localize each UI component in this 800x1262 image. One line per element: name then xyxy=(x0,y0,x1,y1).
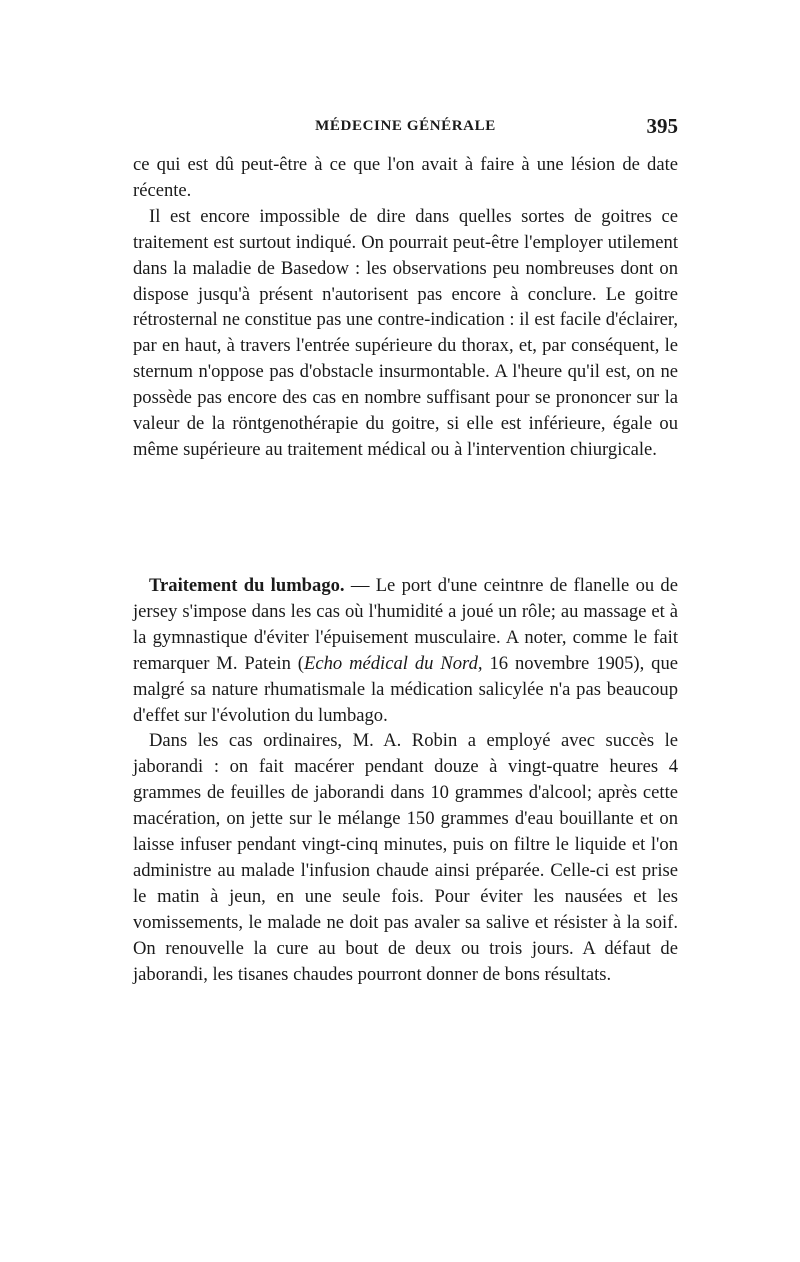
paragraph-lumbago-intro xyxy=(133,573,678,728)
text-block-lumbago xyxy=(133,573,678,988)
running-title: MÉDECINE GÉNÉRALE xyxy=(315,118,496,134)
paragraph-jaborandi: Dans les cas ordinaires, M. A. Robin a employé avec succès le jaborandi : on fait macérer pendant douze à vingt-quatre heures 4 grammes de feuilles de jaborandi dans 10 grammes d'alcool; après cette macération, on jette sur le mélange 150 grammes d'eau bouillante et on laisse infuser pendant vingt-cinq minutes, puis on filtre le liquide et l'on administre au malade l'infusion chaude ainsi préparée. Celle-ci est prise le matin à jeun, en une seule fois. Pour éviter les nausées et les vomissements, le malade ne doit pas avaler sa salive et résister à la soif. On renouvelle la cure au bout de deux ou trois jours. A défaut de jaborandi, les tisanes chaudes pourront donner de bons résultats. xyxy=(133,730,678,985)
section-title-lumbago: Traitement du lumbago. xyxy=(149,575,345,596)
paragraph-goitre-indications: Il est encore impossible de dire dans quelles sortes de goitres ce traitement est surtout indiqué. On pourrait peut-être l'employer utilement dans la maladie de Basedow : les observations peu nombreuses dont on dispose jusqu'à présent n'autorisent pas encore à conclure. Le goitre rétrosternal ne constitue pas une contre-indication : il est facile d'éclairer, par en haut, à travers l'entrée supérieure du thorax, et, par conséquent, le sternum n'oppose pas d'obstacle insurmontable. A l'heure qu'il est, on ne possède pas encore des cas en nombre suffisant pour se prononcer sur la valeur de la röntgenothérapie du goitre, si elle est inférieure, égale ou même supérieure au traitement médical ou à l'intervention chiurgicale. xyxy=(133,205,678,460)
paragraph-continuation: ce qui est dû peut-être à ce que l'on avait à faire à une lésion de date récente. xyxy=(133,154,678,201)
page-number: 395 xyxy=(646,114,678,138)
running-head xyxy=(133,114,678,140)
paragraph-lumbago-text-1: — Le port d'une ceintnre de flanelle ou de jersey s'impose dans les cas où l'humidité a joué un rôle; au massage et à la gymnastique d'éviter l'épuisement musculaire. A noter, comme le fait remarquer M. Patein ( xyxy=(133,575,678,674)
text-block-goitre xyxy=(133,152,678,463)
paragraph-lumbago-text-2: 16 novembre 1905), que malgré sa nature rhumatismale la médication salicylée n'a pas beaucoup d'effet sur l'évolution du lumbago. xyxy=(133,652,678,726)
citation-journal: Echo médical du Nord, xyxy=(303,652,483,674)
